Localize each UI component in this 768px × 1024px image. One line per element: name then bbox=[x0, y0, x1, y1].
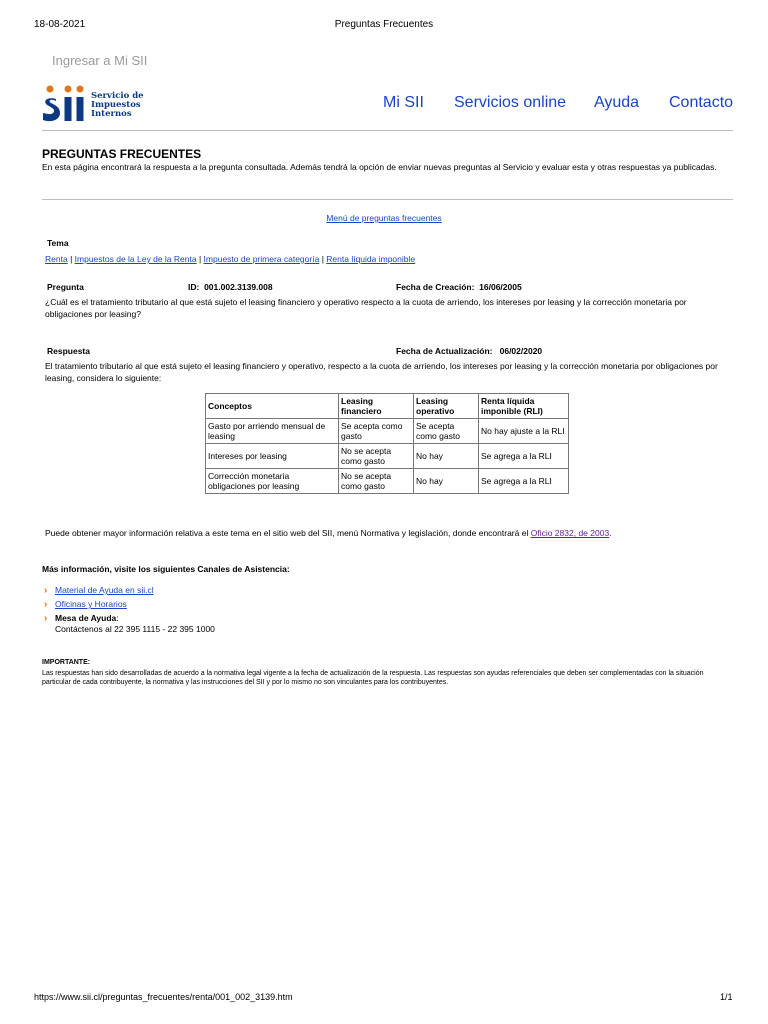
important-text: Las respuestas han sido desarrolladas de acuerdo a la normativa legal vigente a la fecha de actualización de la respuesta. Las respuestas son ayudas referenciales que deben ser complementadas con la situación particular de cada contribuyente, la normativa y las instrucciones del SII y por lo mismo no son vinculantes para los contribuyentes. bbox=[42, 670, 704, 686]
help-desk-title: Mesa de Ayuda bbox=[55, 613, 117, 623]
print-date: 18-08-2021 bbox=[34, 19, 86, 30]
print-title: Preguntas Frecuentes bbox=[334, 19, 434, 30]
channels-title: Más información, visite los siguientes Canales de Asistencia: bbox=[42, 564, 290, 574]
table-cell: No se acepta como gasto bbox=[339, 444, 414, 469]
nav-ayuda[interactable]: Ayuda bbox=[594, 94, 640, 111]
table-cell: Se agrega a la RLI bbox=[479, 444, 569, 469]
crumb-impuesto-primera-categoria[interactable]: Impuesto de primera categoría bbox=[203, 254, 320, 264]
table-cell: Se agrega a la RLI bbox=[479, 469, 569, 494]
table-row bbox=[206, 444, 569, 469]
table-cell: Se acepta como gasto bbox=[339, 419, 414, 444]
chevron-right-icon: › bbox=[44, 599, 48, 610]
table-cell: Intereses por leasing bbox=[206, 444, 339, 469]
crumb-renta[interactable]: Renta bbox=[45, 254, 68, 264]
footer-url: https://www.sii.cl/preguntas_frecuentes/renta/001_002_3139.htm bbox=[34, 992, 293, 1002]
list-item bbox=[44, 585, 215, 596]
crumb-separator: | bbox=[70, 254, 73, 264]
table-cell: No hay bbox=[414, 444, 479, 469]
update-date: Fecha de Actualización: 06/02/2020 bbox=[396, 346, 543, 356]
intro-divider bbox=[42, 199, 733, 200]
login-link[interactable]: Ingresar a Mi SII bbox=[52, 53, 148, 68]
header-divider bbox=[42, 130, 733, 131]
table-header: Leasing financiero bbox=[339, 394, 414, 419]
faq-menu-link[interactable]: Menú de preguntas frecuentes bbox=[326, 213, 442, 223]
tema-label: Tema bbox=[47, 238, 69, 248]
list-item bbox=[44, 599, 215, 610]
table-row bbox=[206, 419, 569, 444]
material-ayuda-link[interactable]: Material de Ayuda en sii.cl bbox=[55, 585, 154, 595]
table-header: Conceptos bbox=[206, 394, 339, 419]
respuesta-label: Respuesta bbox=[47, 346, 90, 356]
chevron-right-icon: › bbox=[44, 585, 48, 596]
logo-text: Servicio de Impuestos Internos bbox=[91, 91, 144, 119]
crumb-separator: | bbox=[321, 254, 324, 264]
nav-contacto[interactable]: Contacto bbox=[669, 94, 734, 111]
chevron-right-icon: › bbox=[44, 613, 48, 624]
leasing-table bbox=[205, 393, 569, 494]
table-row bbox=[206, 469, 569, 494]
crumb-renta-liquida-imponible[interactable]: Renta líquida imponible bbox=[326, 254, 416, 264]
table-cell: Gasto por arriendo mensual de leasing bbox=[206, 419, 339, 444]
question-text: ¿Cuál es el tratamiento tributario al que está sujeto el leasing financiero y operativo respecto a la cuota de arriendo, los intereses por leasing y la corrección monetaria por obligaciones por leasing? bbox=[45, 297, 687, 319]
footer-page-number: 1/1 bbox=[720, 992, 733, 1002]
page-title: PREGUNTAS FRECUENTES bbox=[42, 147, 202, 161]
help-desk-phone: Contáctenos al 22 395 1115 - 22 395 1000 bbox=[55, 624, 215, 634]
table-header: Leasing operativo bbox=[414, 394, 479, 419]
question-id: ID: 001.002.3139.008 bbox=[188, 282, 273, 292]
nav-servicios-online[interactable]: Servicios online bbox=[454, 94, 567, 111]
more-info-text: Puede obtener mayor información relativa a este tema en el sitio web del SII, menú Normativa y legislación, donde encontrará el Oficio 2832, de 2003. bbox=[45, 528, 612, 538]
table-cell: Corrección monetaria obligaciones por leasing bbox=[206, 469, 339, 494]
crumb-separator: | bbox=[198, 254, 202, 264]
table-cell: No hay bbox=[414, 469, 479, 494]
table-header-row bbox=[206, 394, 569, 419]
table-cell: No se acepta como gasto bbox=[339, 469, 414, 494]
list-item: › Mesa de Ayuda: Contáctenos al 22 395 1115 - 22 395 1000 bbox=[44, 613, 215, 634]
sii-logo[interactable] bbox=[42, 85, 162, 125]
channels-list bbox=[44, 585, 215, 638]
table-header: Renta líquida imponible (RLI) bbox=[479, 394, 569, 419]
important-title: IMPORTANTE: bbox=[42, 659, 91, 666]
table-cell: Se acepta como gasto bbox=[414, 419, 479, 444]
crumb-impuestos-ley-renta[interactable]: Impuestos de la Ley de la Renta bbox=[74, 254, 197, 264]
sii-logo-mark bbox=[42, 85, 90, 125]
table-cell: No hay ajuste a la RLI bbox=[479, 419, 569, 444]
pregunta-label: Pregunta bbox=[47, 282, 84, 292]
oficinas-horarios-link[interactable]: Oficinas y Horarios bbox=[55, 599, 127, 609]
breadcrumb bbox=[45, 254, 415, 264]
answer-text: El tratamiento tributario al que está sujeto el leasing financiero y operativo, respecto a la cuota de arriendo, los intereses por leasing y la corrección monetaria por obligaciones por leasing, considera lo siguiente: bbox=[45, 361, 718, 383]
creation-date: Fecha de Creación: 16/06/2005 bbox=[396, 282, 522, 292]
oficio-link[interactable]: Oficio 2832, de 2003 bbox=[530, 528, 610, 538]
page-intro: En esta página encontrará la respuesta a la pregunta consultada. Además tendrá la opción de enviar nuevas preguntas al Servicio y evaluar esta y otras respuestas ya publicadas. bbox=[42, 162, 717, 172]
nav-mi-sii[interactable]: Mi SII bbox=[383, 94, 424, 111]
